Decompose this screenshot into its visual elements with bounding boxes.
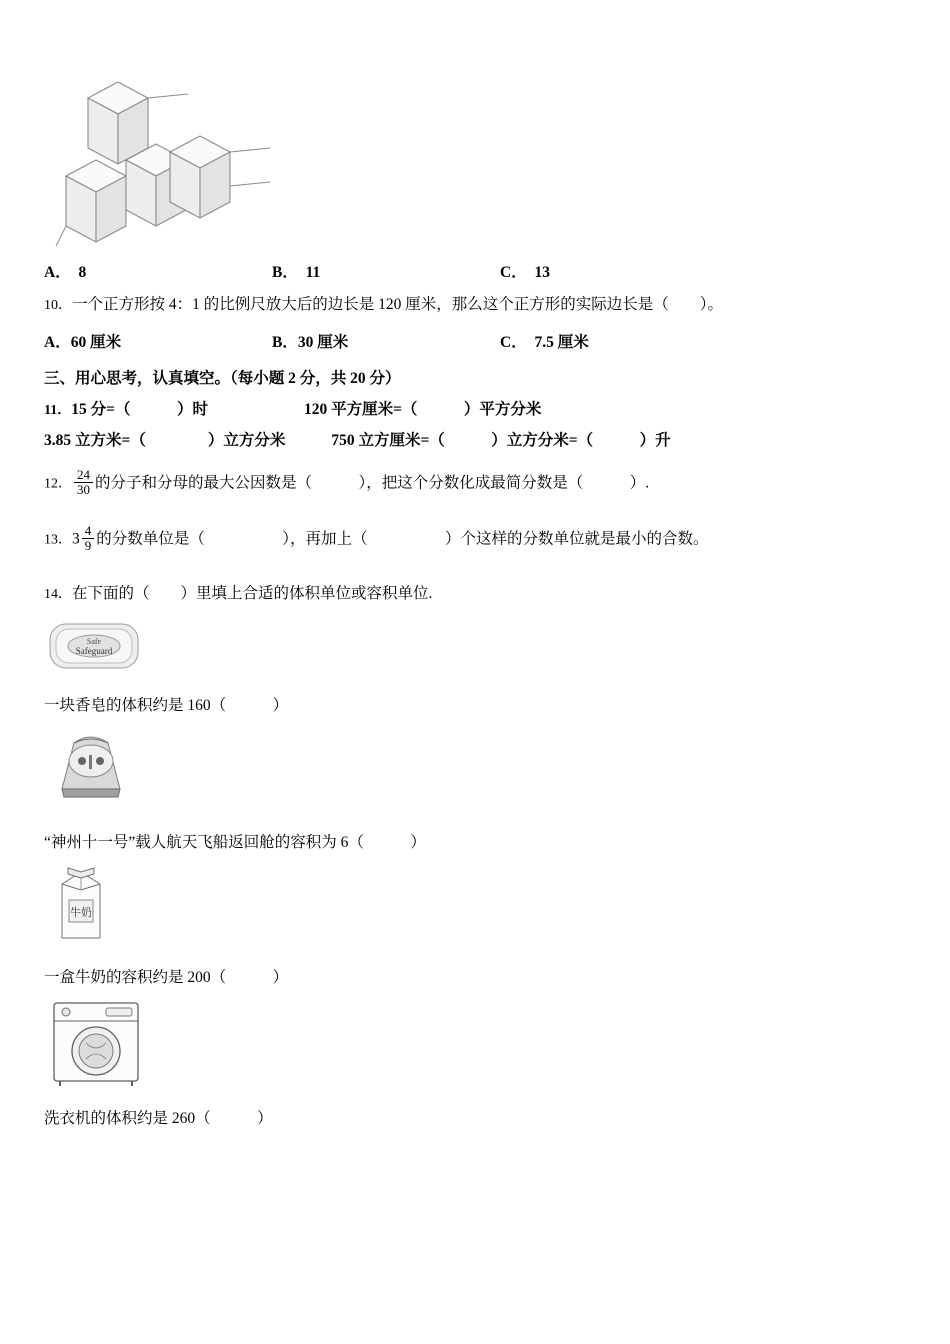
q9-choice-c[interactable] xyxy=(500,260,728,282)
milk-label-text: 牛奶 xyxy=(70,906,92,919)
question11-line2 xyxy=(44,428,906,450)
cube-stack-svg xyxy=(48,60,308,250)
q9-choice-c-label: C． xyxy=(500,264,519,281)
milk-caption: 一盒牛奶的容积约是 200（ ） xyxy=(44,968,289,986)
question10 xyxy=(44,290,906,320)
q10-choice-c-label: C． xyxy=(500,333,519,351)
capsule-picture xyxy=(48,725,906,816)
question11-line1a: 15 分=（ ）时 xyxy=(71,400,208,418)
question11-line2b: 750 立方厘米=（ ）立方分米=（ ）升 xyxy=(331,431,671,449)
question13 xyxy=(44,524,906,554)
question10-text: 一个正方形按 4：1 的比例尺放大后的边长是 120 厘米，那么这个正方形的实际边长是（ ）。 xyxy=(72,296,724,313)
question12-number: 12． xyxy=(44,476,72,491)
question13-number: 13． xyxy=(44,532,72,548)
q10-choice-b-value: 30 厘米 xyxy=(297,333,349,351)
cube-stack-figure xyxy=(48,60,308,250)
q10-choice-b-label: B． xyxy=(272,333,298,351)
q9-choice-a-value: 8 xyxy=(78,264,87,281)
question11-line2a: 3.85 立方米=（ ）立方分米 xyxy=(44,431,286,449)
svg-text:Safe: Safe xyxy=(86,636,102,646)
question13-mixed-whole: 3 xyxy=(72,530,80,548)
question14 xyxy=(44,580,906,608)
question14-text: 在下面的（ ）里填上合适的体积单位或容积单位. xyxy=(72,584,433,602)
q9-choice-b-label: B． xyxy=(272,264,291,281)
q9-choice-c-value: 13 xyxy=(534,264,550,281)
q9-choice-b[interactable] xyxy=(272,260,500,282)
washing-machine-icon xyxy=(48,997,144,1087)
question11-line1b: 120 平方厘米=（ ）平方分米 xyxy=(303,400,542,418)
q10-choice-a-value: 60 厘米 xyxy=(70,333,122,351)
question13-fraction-numerator: 4 xyxy=(82,524,95,540)
soap-picture xyxy=(48,618,906,679)
space-capsule-icon xyxy=(48,725,134,811)
question9-choices xyxy=(44,260,906,282)
soap-bar-icon xyxy=(48,618,140,674)
question12-fraction xyxy=(74,468,93,498)
question12-fraction-denominator: 30 xyxy=(77,482,90,498)
page-content xyxy=(44,60,906,1128)
question13-fraction-denominator: 9 xyxy=(84,538,92,554)
section-3-heading: 三、用心思考，认真填空。（每小题 2 分，共 20 分） xyxy=(44,369,401,387)
question12-text: 的分子和分母的最大公因数是（ ），把这个分数化成最简分数是（ ）. xyxy=(95,474,650,491)
q10-choice-c[interactable] xyxy=(500,330,728,352)
capsule-caption: “神州十一号”载人航天飞船返回舱的容积为 6（ ） xyxy=(44,833,426,851)
q9-choice-b-value: 11 xyxy=(305,264,321,281)
question14-number: 14． xyxy=(44,586,72,602)
question11-line1 xyxy=(44,397,906,419)
milk-picture xyxy=(48,862,906,951)
soap-caption: 一块香皂的体积约是 160（ ） xyxy=(44,696,289,714)
q10-choice-a[interactable] xyxy=(44,330,272,352)
q10-choice-c-value: 7.5 厘米 xyxy=(534,333,589,351)
q10-choice-b[interactable] xyxy=(272,330,500,352)
question12 xyxy=(44,468,906,498)
soap-brand-label: Safeguard xyxy=(75,645,113,656)
q9-choice-a-label: A． xyxy=(44,264,63,281)
question12-fraction-numerator: 24 xyxy=(74,468,93,484)
question13-text: 的分数单位是（ ），再加上（ ）个这样的分数单位就是最小的合数。 xyxy=(96,530,709,548)
q10-choice-a-label: A． xyxy=(44,333,71,351)
washer-caption: 洗衣机的体积约是 260（ ） xyxy=(44,1109,273,1127)
question10-number: 10． xyxy=(44,298,72,313)
washer-picture xyxy=(48,997,906,1092)
question10-choices xyxy=(44,330,906,352)
q9-choice-a[interactable] xyxy=(44,260,272,282)
question13-fraction xyxy=(82,524,95,554)
question11-number: 11． xyxy=(44,402,72,418)
milk-carton-icon xyxy=(48,862,114,946)
